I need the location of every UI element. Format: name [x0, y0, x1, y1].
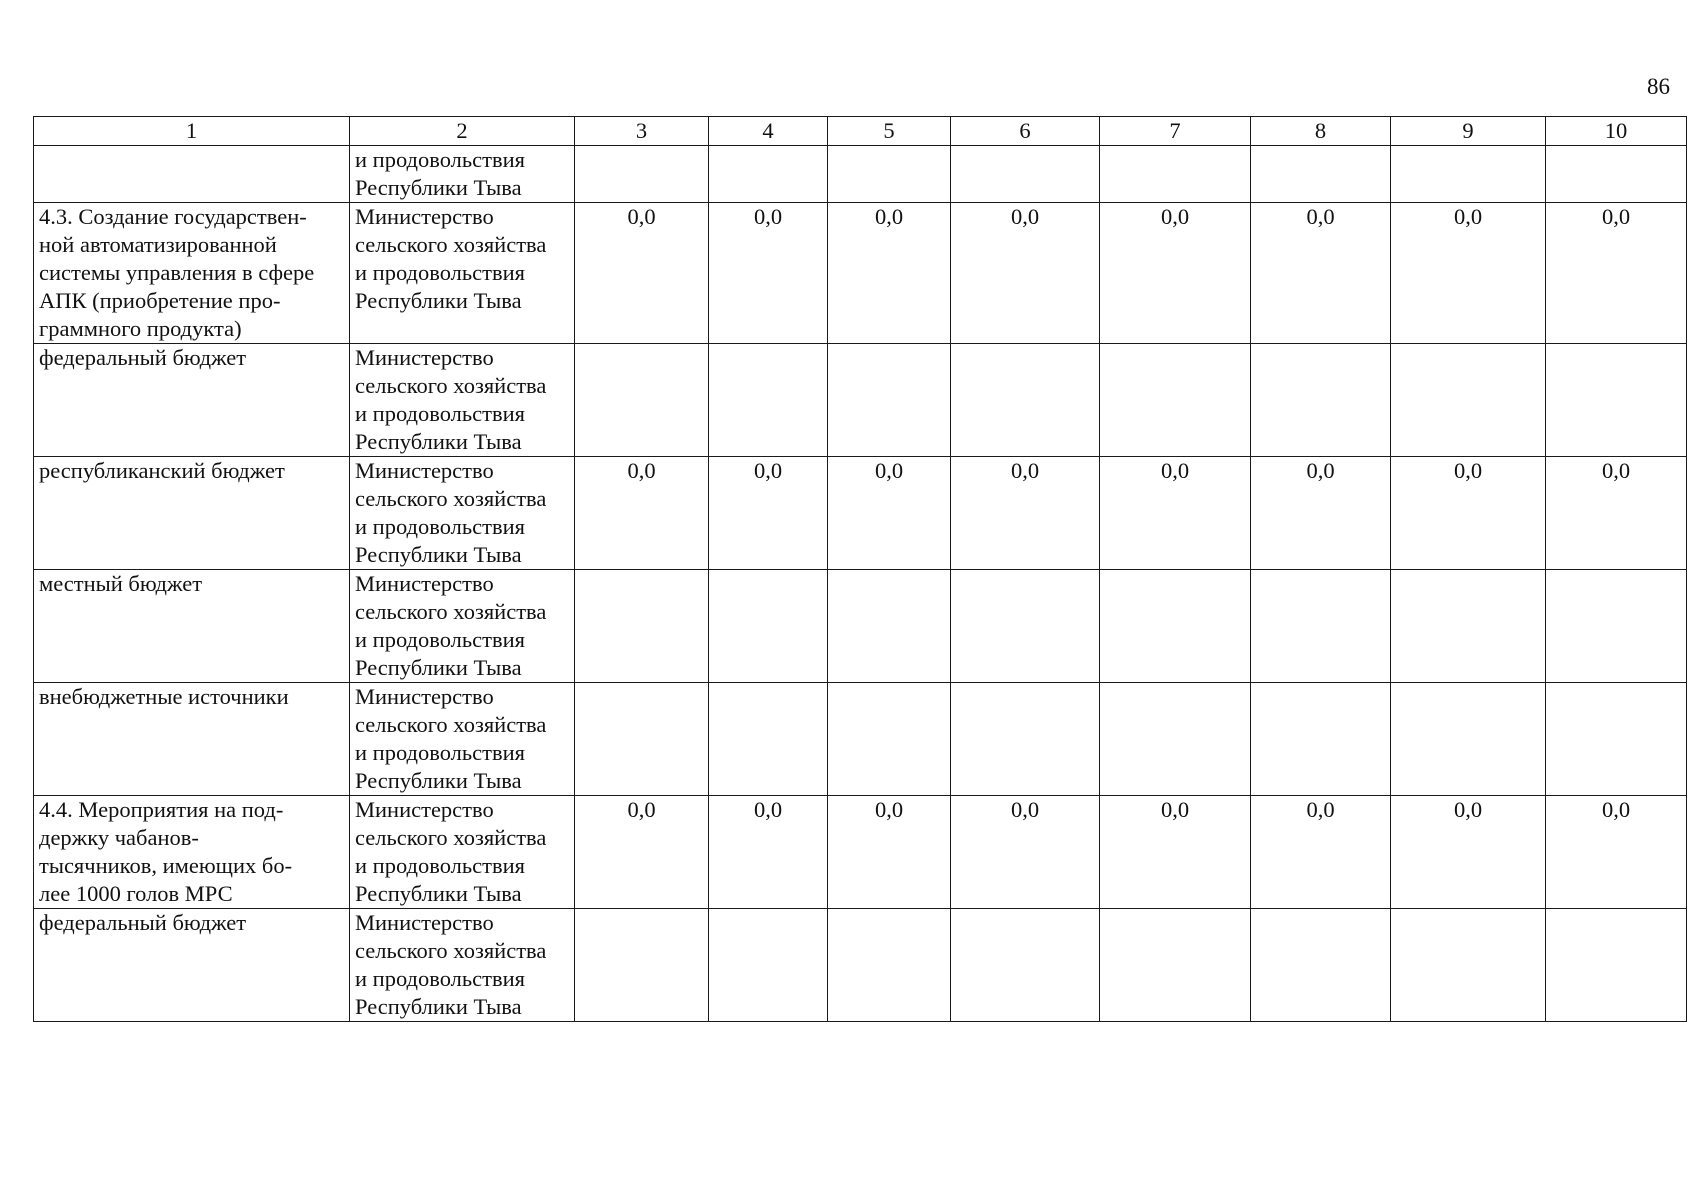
executor-text: и продовольствия Республики Тыва — [355, 147, 526, 200]
row-name-cell — [34, 796, 350, 909]
row-name-text: 4.3. Создание государствен- ной автоматизированной системы управления в сфере АПК (приобретение про- граммного продукта) — [39, 204, 315, 341]
table-row — [34, 683, 1687, 796]
header-cell: 5 — [828, 117, 951, 146]
row-name-cell — [34, 683, 350, 796]
value-cell — [575, 683, 709, 796]
value-cell: 0,0 — [709, 457, 828, 570]
value-cell — [1546, 909, 1687, 1022]
value-cell: 0,0 — [1251, 796, 1391, 909]
value-cell — [1100, 344, 1251, 457]
page-number: 86 — [1647, 74, 1670, 99]
row-name-cell — [34, 146, 350, 203]
value-cell: 0,0 — [1391, 203, 1546, 344]
value-cell: 0,0 — [575, 796, 709, 909]
value-cell — [1546, 683, 1687, 796]
table-row — [34, 457, 1687, 570]
value-cell — [575, 344, 709, 457]
executor-text: Министерство сельского хозяйства и продовольствия Республики Тыва — [355, 797, 547, 906]
value-cell: 0,0 — [951, 457, 1100, 570]
header-row — [34, 117, 1687, 146]
value-cell — [1391, 909, 1546, 1022]
value-cell — [1251, 146, 1391, 203]
value-cell — [709, 909, 828, 1022]
value-cell — [828, 146, 951, 203]
value-cell: 0,0 — [1391, 457, 1546, 570]
value-cell: 0,0 — [1100, 203, 1251, 344]
value-cell: 0,0 — [951, 203, 1100, 344]
executor-text: Министерство сельского хозяйства и продовольствия Республики Тыва — [355, 458, 547, 567]
value-cell — [1100, 909, 1251, 1022]
value-cell — [828, 570, 951, 683]
header-cell: 3 — [575, 117, 709, 146]
value-cell — [1251, 683, 1391, 796]
value-cell — [1251, 909, 1391, 1022]
value-cell — [1251, 570, 1391, 683]
value-cell — [828, 344, 951, 457]
executor-cell — [350, 146, 575, 203]
value-cell: 0,0 — [1546, 203, 1687, 344]
value-cell: 0,0 — [828, 203, 951, 344]
executor-cell — [350, 203, 575, 344]
value-cell: 0,0 — [828, 796, 951, 909]
value-cell — [1391, 683, 1546, 796]
header-cell: 10 — [1546, 117, 1687, 146]
executor-cell — [350, 909, 575, 1022]
value-cell: 0,0 — [575, 457, 709, 570]
header-cell: 7 — [1100, 117, 1251, 146]
value-cell — [1100, 683, 1251, 796]
row-name-text: внебюджетные источники — [39, 684, 289, 709]
value-cell — [951, 146, 1100, 203]
value-cell — [1391, 570, 1546, 683]
header-cell: 8 — [1251, 117, 1391, 146]
value-cell — [575, 146, 709, 203]
executor-text: Министерство сельского хозяйства и продовольствия Республики Тыва — [355, 571, 547, 680]
row-name-cell — [34, 344, 350, 457]
value-cell: 0,0 — [1100, 796, 1251, 909]
executor-text: Министерство сельского хозяйства и продовольствия Республики Тыва — [355, 684, 547, 793]
value-cell: 0,0 — [575, 203, 709, 344]
header-cell: 6 — [951, 117, 1100, 146]
value-cell — [1391, 146, 1546, 203]
row-name-cell — [34, 203, 350, 344]
header-cell: 9 — [1391, 117, 1546, 146]
table-body — [34, 146, 1687, 1022]
value-cell — [709, 683, 828, 796]
value-cell — [709, 146, 828, 203]
value-cell — [1391, 344, 1546, 457]
value-cell: 0,0 — [1251, 203, 1391, 344]
row-name-text: местный бюджет — [39, 571, 203, 596]
executor-text: Министерство сельского хозяйства и продовольствия Республики Тыва — [355, 345, 547, 454]
executor-cell — [350, 570, 575, 683]
value-cell — [575, 570, 709, 683]
value-cell: 0,0 — [1100, 457, 1251, 570]
header-cell: 2 — [350, 117, 575, 146]
row-name-cell — [34, 457, 350, 570]
value-cell: 0,0 — [709, 203, 828, 344]
value-cell: 0,0 — [828, 457, 951, 570]
value-cell: 0,0 — [1251, 457, 1391, 570]
table-row — [34, 796, 1687, 909]
table-row — [34, 344, 1687, 457]
value-cell: 0,0 — [951, 796, 1100, 909]
executor-cell — [350, 796, 575, 909]
header-cell: 4 — [709, 117, 828, 146]
value-cell — [951, 570, 1100, 683]
value-cell — [1100, 146, 1251, 203]
value-cell — [709, 570, 828, 683]
executor-text: Министерство сельского хозяйства и продовольствия Республики Тыва — [355, 910, 547, 1019]
value-cell — [828, 909, 951, 1022]
value-cell: 0,0 — [1546, 457, 1687, 570]
row-name-text: 4.4. Мероприятия на под- держку чабанов- тысячников, имеющих бо- лее 1000 голов МРС — [39, 797, 293, 906]
row-name-cell — [34, 570, 350, 683]
row-name-text: федеральный бюджет — [39, 910, 247, 935]
value-cell — [1251, 344, 1391, 457]
row-name-cell — [34, 909, 350, 1022]
value-cell — [828, 683, 951, 796]
table-row — [34, 203, 1687, 344]
value-cell — [1100, 570, 1251, 683]
table-row — [34, 909, 1687, 1022]
executor-cell — [350, 344, 575, 457]
value-cell — [709, 344, 828, 457]
value-cell — [951, 909, 1100, 1022]
executor-cell — [350, 457, 575, 570]
value-cell — [951, 344, 1100, 457]
value-cell: 0,0 — [1546, 796, 1687, 909]
value-cell: 0,0 — [709, 796, 828, 909]
row-name-text: республиканский бюджет — [39, 458, 285, 483]
executor-cell — [350, 683, 575, 796]
header-cell: 1 — [34, 117, 350, 146]
value-cell — [575, 909, 709, 1022]
table-row — [34, 570, 1687, 683]
executor-text: Министерство сельского хозяйства и продовольствия Республики Тыва — [355, 204, 547, 313]
table-row — [34, 146, 1687, 203]
value-cell — [1546, 146, 1687, 203]
value-cell — [1546, 570, 1687, 683]
budget-table — [33, 116, 1687, 1022]
value-cell — [951, 683, 1100, 796]
value-cell: 0,0 — [1391, 796, 1546, 909]
row-name-text: федеральный бюджет — [39, 345, 247, 370]
value-cell — [1546, 344, 1687, 457]
